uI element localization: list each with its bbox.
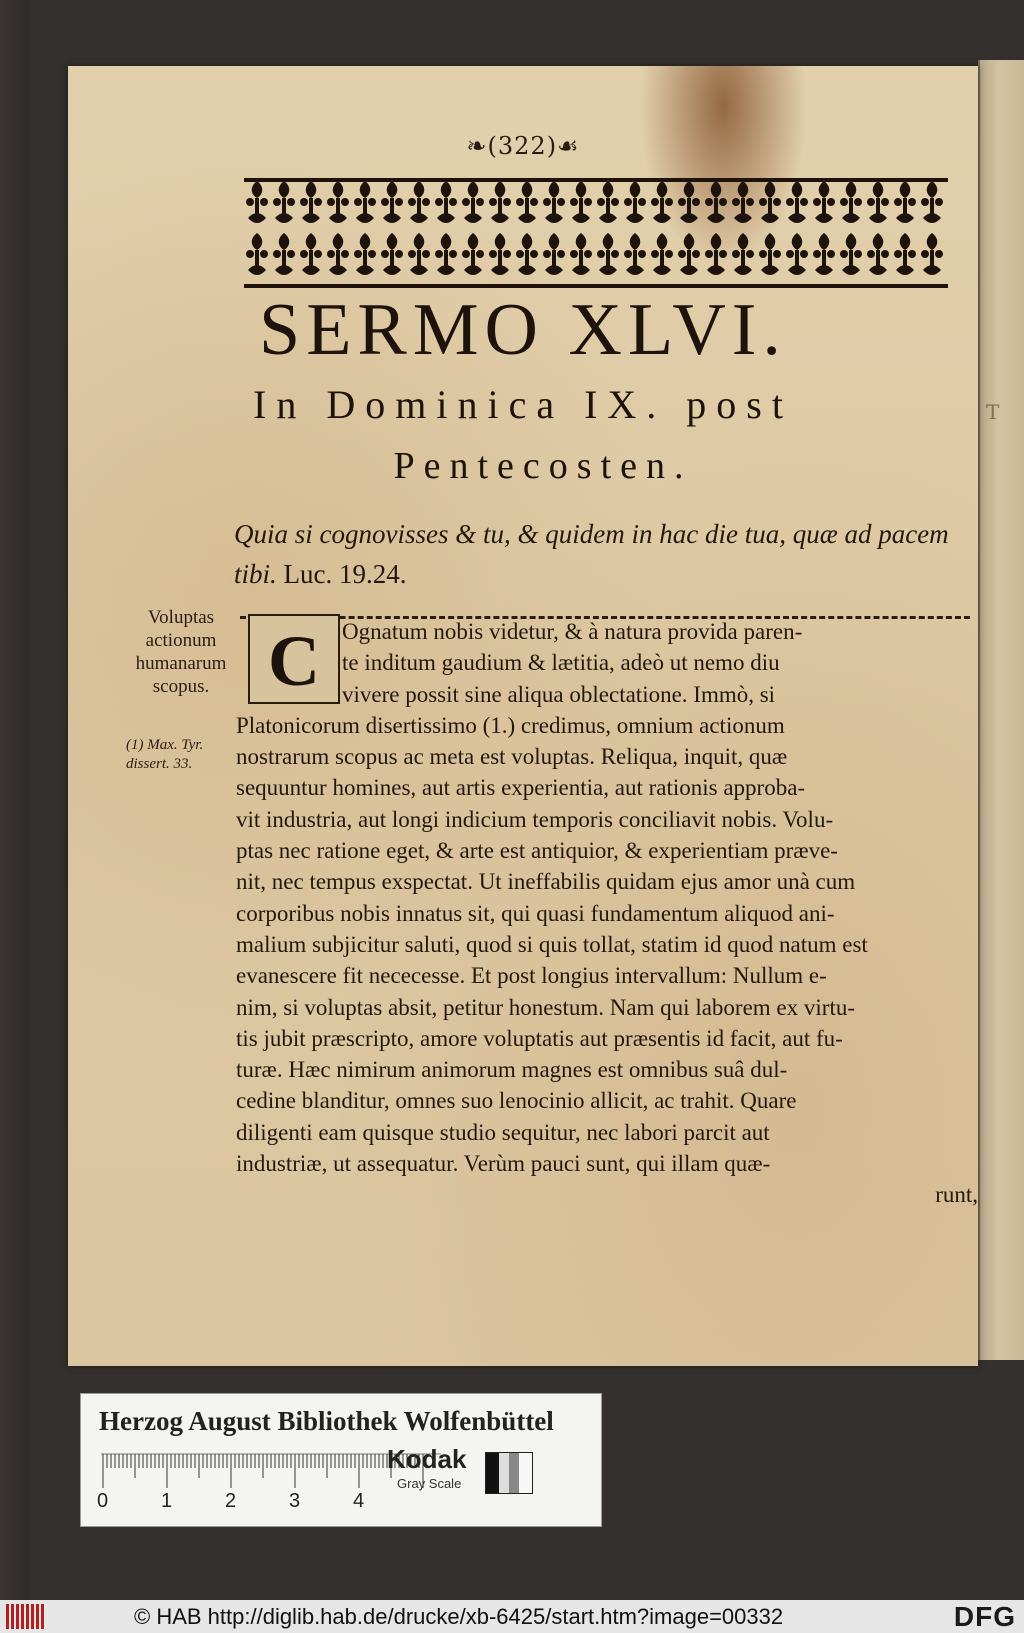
adjacent-page-fragment: T [986,400,1000,424]
body-line: nim, si voluptas absit, petitur honestum. Nam qui laborem ex virtu- [236,994,855,1020]
library-name: Herzog August Bibliothek Wolfenbüttel [99,1406,554,1436]
body-line: corporibus nobis innatus sit, qui quasi fundamentum aliquod ani- [236,900,835,926]
catchword: runt, [935,1182,978,1208]
body-line: vit industria, aut longi indicium temporis conciliavit nobis. Volu- [236,806,834,832]
body-line: diligenti eam quisque studio sequitur, nec labori parcit aut [236,1119,770,1145]
gray-scale-label: Gray Scale [397,1476,462,1491]
footer-bar [0,1600,1024,1633]
body-line: tis jubit præscripto, amore voluptatis aut præsentis id facit, aut fu- [236,1025,843,1051]
initial-letter: C [268,621,320,701]
ruler-number: 4 [353,1490,365,1512]
body-line: vivere possit sine aliqua oblectatione. Immò, si [342,681,776,707]
page-number: ❧(322)☙ [466,132,580,160]
ruler-number: 2 [225,1490,237,1512]
epigraph-reference: Luc. 19.24. [283,559,407,589]
sermon-subtitle: In Dominica IX. post [253,382,793,427]
library-card [80,1393,602,1527]
body-line: Ognatum nobis videtur, & à natura provida paren- [342,619,803,644]
epigraph-text: Quia si cognovisses & tu, & quidem in hac die tua, quæ ad pacem tibi. [234,519,949,589]
body-line: nit, nec tempus exspectat. Ut ineffabilis quidam ejus amor unà cum [236,869,856,895]
body-line: te inditum gaudium & lætitia, adeò ut nemo diu [342,650,780,676]
sermon-subtitle-2: Pentecosten. [393,445,693,487]
margin-reference: (1) Max. Tyr. dissert. 33. [126,737,204,772]
gray-scale-swatch [485,1452,533,1494]
body-line: cedine blanditur, omnes suo lenocinio allicit, ac trahit. Quare [236,1088,797,1114]
kodak-logo: Kodak [387,1444,467,1474]
body-line: sequuntur homines, aut artis experientia, aut rationis approba- [236,775,806,801]
ruler-number: 3 [289,1490,301,1512]
ruler-number: 1 [161,1490,173,1512]
hab-logo-icon [6,1604,46,1629]
body-line: evanescere fit nececesse. Et post longius intervallum: Nullum e- [236,963,827,989]
epigraph [234,514,974,594]
body-text [236,616,978,1211]
scan-background [0,0,30,1600]
ruler-number: 0 [97,1490,109,1512]
ornamental-border [244,178,948,288]
body-line: Platonicorum disertissimo (1.) credimus, omnium actionum [236,712,785,738]
body-line: turæ. Hæc nimirum animorum magnes est omnibus suâ dul- [236,1057,788,1083]
body-line: nostrarum scopus ac meta est voluptas. Reliqua, inquit, quæ [236,744,788,770]
footer-copyright-url[interactable]: © HAB http://diglib.hab.de/drucke/xb-6425/start.htm?image=00332 [134,1604,784,1629]
margin-note: Voluptas actionum humanarum scopus. [135,607,227,697]
adjacent-page-edge [978,60,1024,1360]
body-line: ptas nec ratione eget, & arte est antiquior, & experientiam præve- [236,838,838,864]
dfg-logo: DFG [953,1601,1016,1632]
body-line: malium subjicitur saluti, quod si quis tollat, statim id quod natum est [236,931,868,957]
body-line: industriæ, ut assequatur. Verùm pauci sunt, qui illam quæ- [236,1151,771,1177]
book-page [68,66,978,1366]
sermon-title: SERMO XLVI. [259,289,787,371]
